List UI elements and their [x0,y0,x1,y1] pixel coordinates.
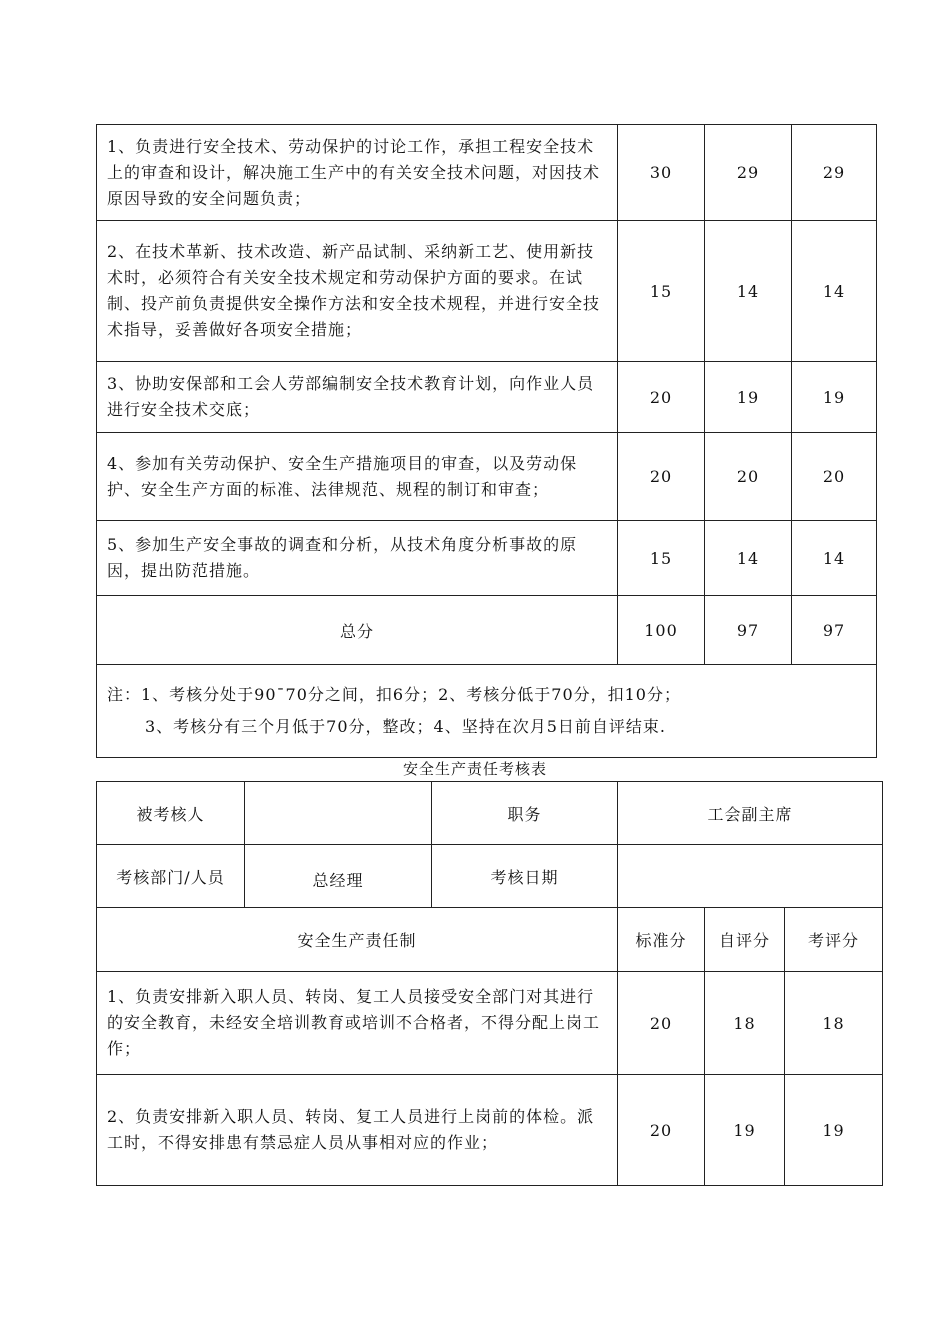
self-score: 20 [705,433,792,521]
responsibility-table-2 [96,781,883,1186]
total-row [97,596,877,665]
self-score: 18 [705,972,785,1075]
table-row [97,433,877,521]
position-value: 工会副主席 [618,782,883,845]
note [97,665,877,758]
table-row [97,362,877,433]
self-score: 29 [705,125,792,221]
std-score: 20 [618,433,705,521]
table-row [97,221,877,362]
note-line-1: 注：1、考核分处于90¯70分之间，扣6分；2、考核分低于70分，扣10分； [107,685,681,704]
std-score: 20 [618,362,705,433]
eval-score: 14 [792,221,877,362]
total-label: 总分 [97,596,618,665]
header-row [97,908,883,972]
responsibility-table-1 [96,124,877,758]
header-eval: 考评分 [785,908,883,972]
examinee-label: 被考核人 [97,782,245,845]
row-text: 3、协助安保部和工会人劳部编制安全技术教育计划，向作业人员进行安全技术交底； [97,362,618,433]
eval-score: 20 [792,433,877,521]
eval-score: 19 [792,362,877,433]
total-eval: 97 [792,596,877,665]
dept-label: 考核部门/人员 [97,845,245,908]
header-std: 标准分 [618,908,705,972]
std-score: 30 [618,125,705,221]
table-row [97,972,883,1075]
std-score: 15 [618,521,705,596]
total-self: 97 [705,596,792,665]
row-text: 4、参加有关劳动保护、安全生产措施项目的审查，以及劳动保护、安全生产方面的标准、法律规范、规程的制订和审查； [97,433,618,521]
self-score: 14 [705,221,792,362]
std-score: 15 [618,221,705,362]
row-text: 2、在技术革新、技术改造、新产品试制、采纳新工艺、使用新技术时，必须符合有关安全技术规定和劳动保护方面的要求。在试制、投产前负责提供安全操作方法和安全技术规程，并进行安全技术指导，妥善做好各项安全措施； [97,221,618,362]
std-score: 20 [618,972,705,1075]
date-value [618,845,883,908]
eval-score: 19 [785,1075,883,1186]
total-std: 100 [618,596,705,665]
table-row [97,1075,883,1186]
self-score: 14 [705,521,792,596]
position-label: 职务 [432,782,618,845]
row-text: 2、负责安排新入职人员、转岗、复工人员进行上岗前的体检。派工时，不得安排患有禁忌症人员从事相对应的作业； [97,1075,618,1186]
self-score: 19 [705,1075,785,1186]
table-caption: 安全生产责任考核表 [402,760,547,778]
std-score: 20 [618,1075,705,1186]
row-text: 5、参加生产安全事故的调查和分析，从技术角度分析事故的原因，提出防范措施。 [97,521,618,596]
eval-score: 29 [792,125,877,221]
date-label: 考核日期 [432,845,618,908]
examinee-value [245,782,432,845]
self-score: 19 [705,362,792,433]
dept-value: 总经理 [245,845,432,908]
header-self: 自评分 [705,908,785,972]
row-text: 1、负责安排新入职人员、转岗、复工人员接受安全部门对其进行的安全教育，未经安全培训教育或培训不合格者，不得分配上岗工作； [97,972,618,1075]
info-row [97,845,883,908]
eval-score: 14 [792,521,877,596]
eval-score: 18 [785,972,883,1075]
note-line-2: 3、考核分有三个月低于70分，整改；4、坚持在次月5日前自评结束. [145,717,666,736]
header-system: 安全生产责任制 [97,908,618,972]
note-row [97,665,877,758]
table-row [97,125,877,221]
row-text: 1、负责进行安全技术、劳动保护的讨论工作，承担工程安全技术上的审查和设计，解决施工生产中的有关安全技术问题，对因技术原因导致的安全问题负责； [97,125,618,221]
info-row [97,782,883,845]
table-row [97,521,877,596]
